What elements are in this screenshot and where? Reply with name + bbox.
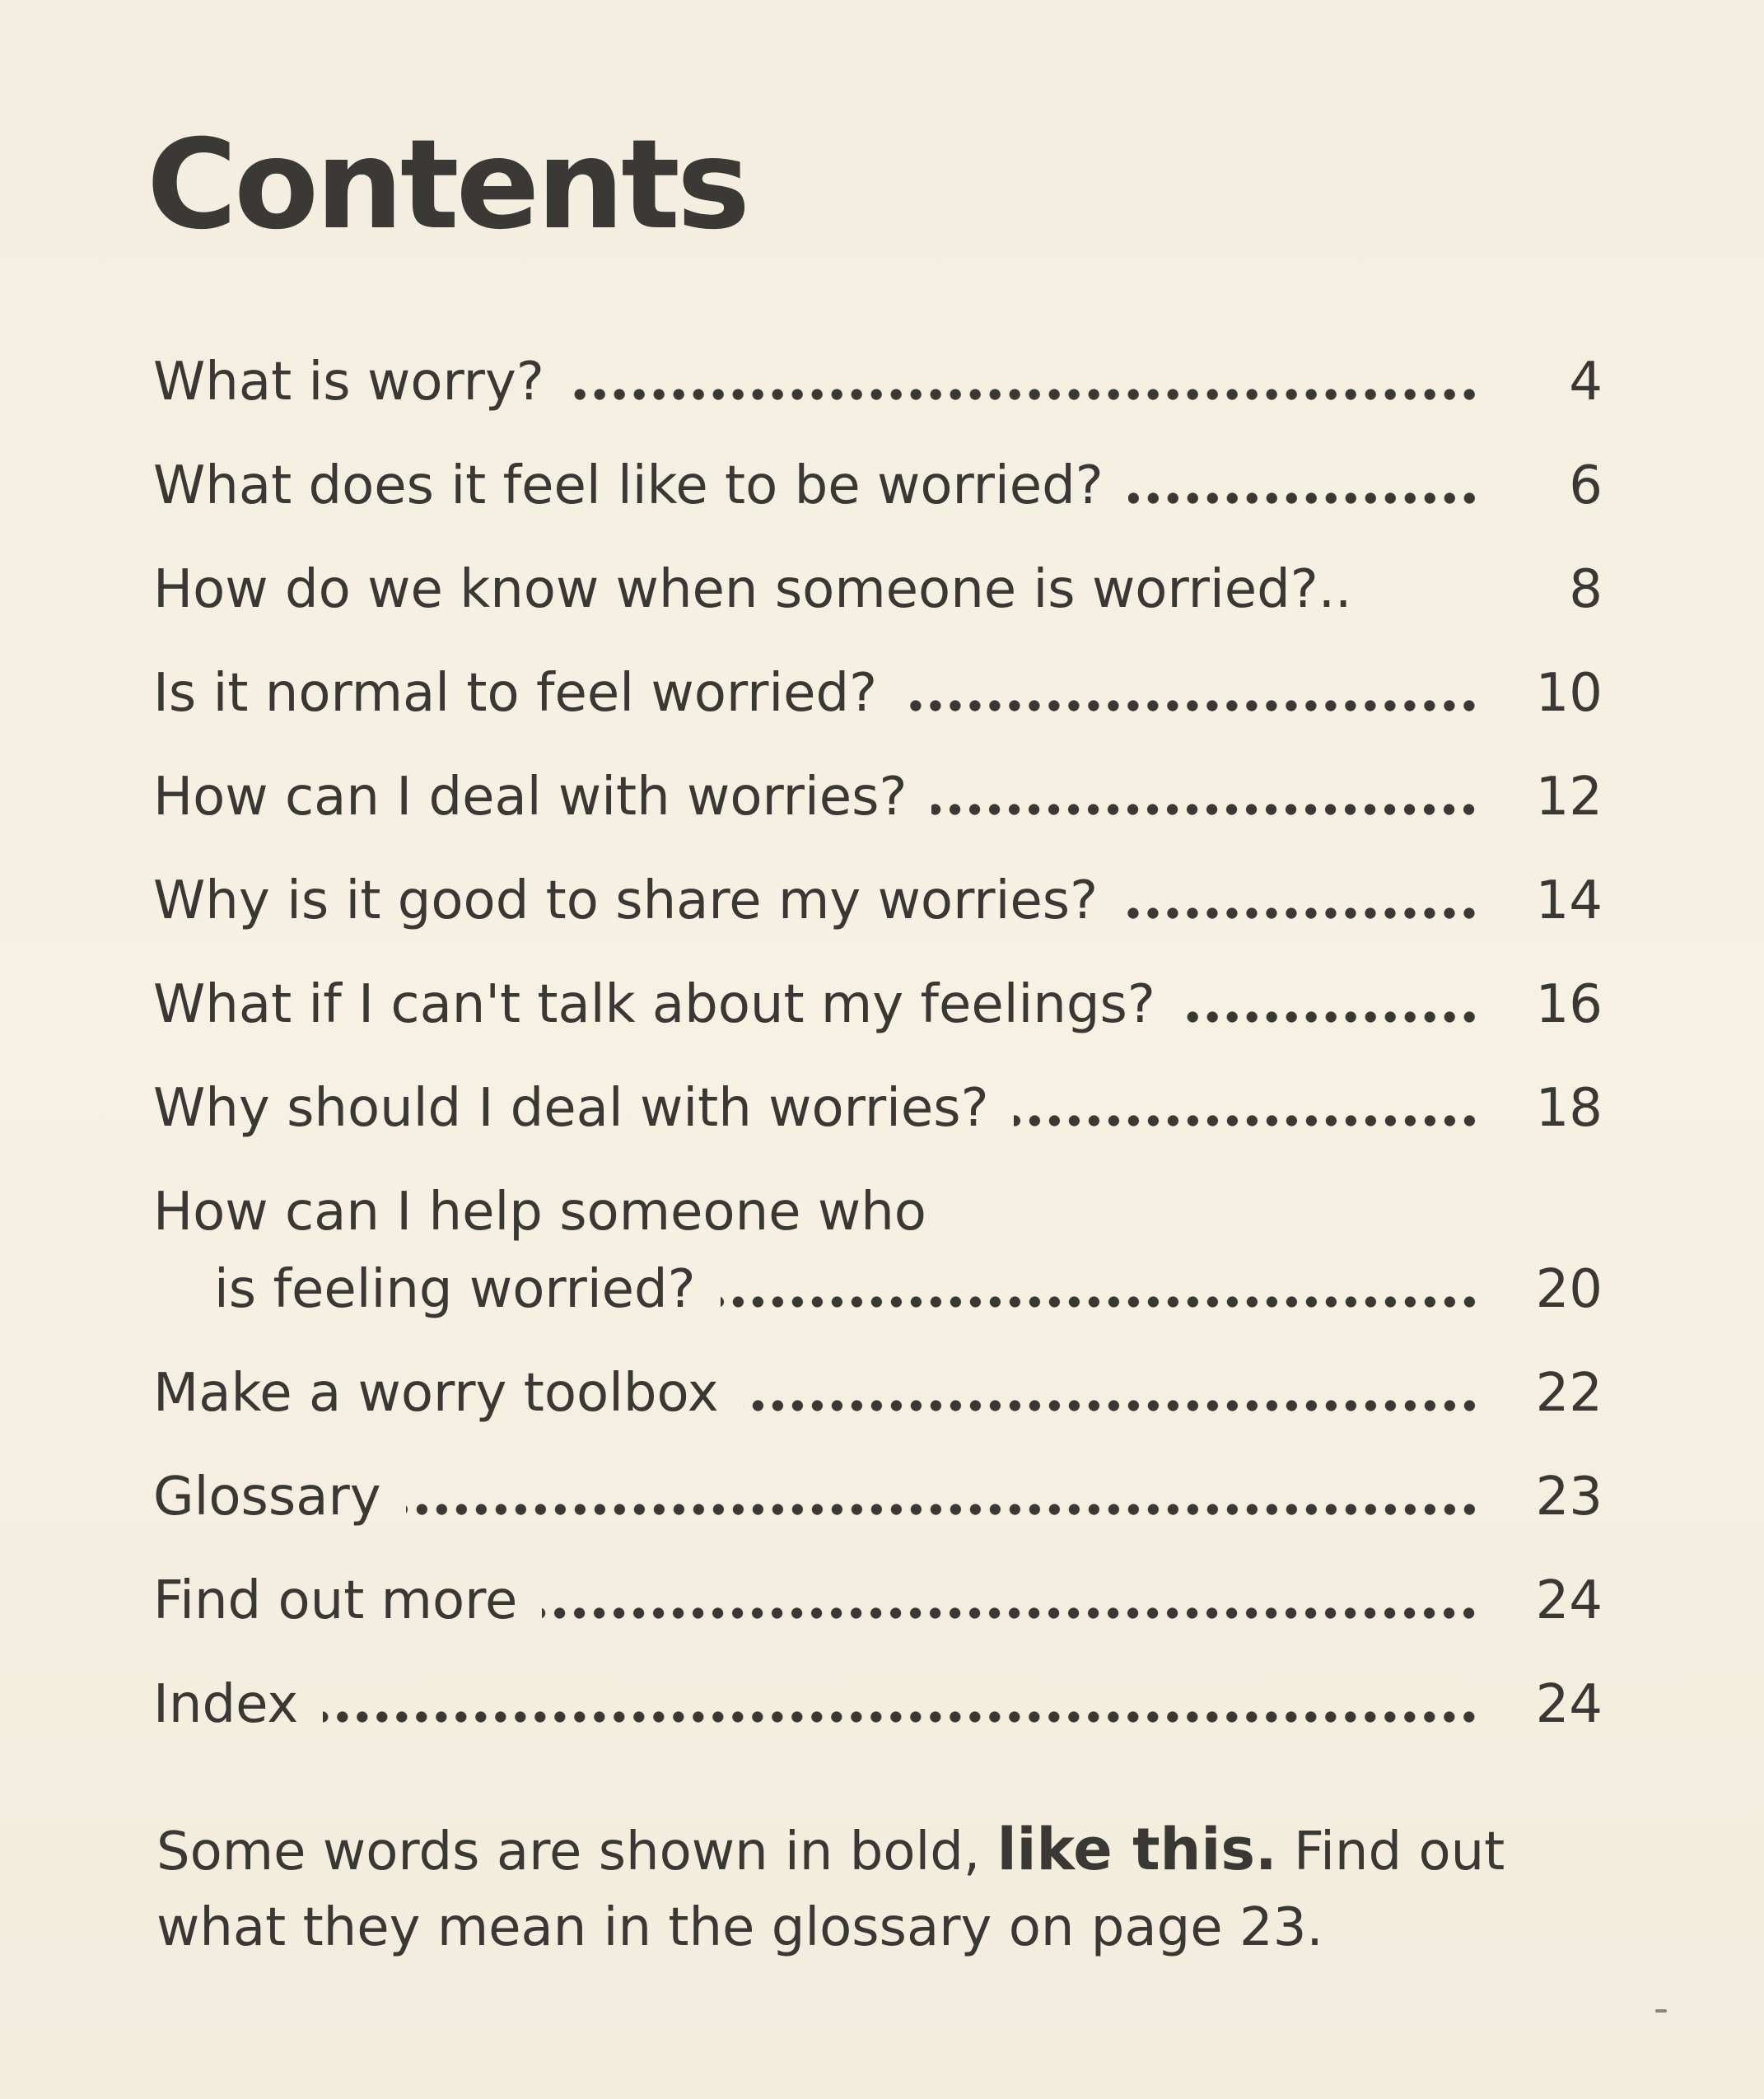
dot-leader: [902, 700, 1479, 711]
dot-leader: [323, 1711, 1479, 1723]
glossary-note: [156, 1812, 1622, 1966]
toc-entry-worry-toolbox[interactable]: [153, 1316, 1603, 1424]
toc-entry-page: 22: [1535, 1363, 1603, 1424]
toc-entry-page: 6: [1569, 455, 1603, 516]
toc-entry-cant-talk-feelings[interactable]: [153, 927, 1603, 1035]
toc-entry-page: 12: [1535, 767, 1603, 828]
toc-entry-label: Glossary: [153, 1467, 381, 1528]
toc-entry-page: 14: [1535, 870, 1603, 931]
glossary-note-text: Some words are shown in bold,: [156, 1821, 997, 1882]
toc-entry-page: 16: [1535, 974, 1603, 1035]
toc-entry-page: 4: [1569, 352, 1603, 413]
table-of-contents: [153, 305, 1603, 1735]
toc-entry-page: 10: [1535, 663, 1603, 724]
toc-entry-help-someone-worried[interactable]: [153, 1135, 1603, 1320]
toc-entry-label: Make a worry toolbox: [153, 1363, 719, 1424]
toc-entry-page: 20: [1535, 1259, 1603, 1320]
toc-entry-label: Find out more: [153, 1570, 518, 1631]
toc-entry-why-deal-worries[interactable]: [153, 1031, 1603, 1139]
dot-leader: [1014, 1115, 1479, 1126]
toc-entry-line2: [153, 1259, 1603, 1320]
toc-entry-know-someone-worried[interactable]: [153, 512, 1603, 620]
toc-entry-glossary[interactable]: [153, 1420, 1603, 1528]
toc-entry-label-line1: How can I help someone who: [153, 1182, 926, 1243]
toc-entry-page: 24: [1535, 1674, 1603, 1735]
toc-entry-label: How can I deal with worries?: [153, 767, 908, 828]
toc-entry-deal-with-worries[interactable]: [153, 720, 1603, 828]
toc-entry-label: Is it normal to feel worried?: [153, 663, 878, 724]
dot-leader: [542, 1607, 1479, 1619]
paper-speck: [1655, 2009, 1667, 2013]
dot-leader: [721, 1296, 1479, 1308]
toc-entry-page: 8: [1569, 559, 1603, 620]
dot-leader: [744, 1400, 1479, 1411]
toc-entry-what-is-worry[interactable]: [153, 305, 1603, 413]
toc-entry-share-worries[interactable]: [153, 823, 1603, 931]
dot-leader: [931, 804, 1479, 815]
dot-leader: [1180, 1011, 1479, 1023]
toc-entry-feel-like-worried[interactable]: [153, 408, 1603, 516]
toc-entry-find-out-more[interactable]: [153, 1523, 1603, 1631]
glossary-note-bold-example: like this.: [996, 1816, 1277, 1883]
toc-entry-label: Why is it good to share my worries?: [153, 870, 1099, 931]
toc-entry-label: Why should I deal with worries?: [153, 1078, 989, 1139]
dot-leader: [1122, 907, 1479, 919]
toc-entry-page: 24: [1535, 1570, 1603, 1631]
toc-entry-index[interactable]: [153, 1627, 1603, 1735]
dot-leader: [406, 1504, 1479, 1515]
dot-leader: [1128, 492, 1479, 504]
page-title: Contents: [147, 114, 748, 257]
toc-entry-label: Index: [153, 1674, 299, 1735]
toc-entry-label: What if I can't talk about my feelings?: [153, 974, 1155, 1035]
toc-entry-label: What is worry?: [153, 352, 544, 413]
toc-entry-page: 18: [1535, 1078, 1603, 1139]
dot-leader: [569, 389, 1479, 400]
toc-entry-normal-to-feel-worried[interactable]: [153, 616, 1603, 724]
toc-entry-label: What does it feel like to be worried?: [153, 455, 1104, 516]
toc-entry-label: How do we know when someone is worried?..: [153, 559, 1352, 620]
toc-entry-label-line2: is feeling worried?: [214, 1259, 696, 1320]
toc-entry-page: 23: [1535, 1467, 1603, 1528]
glossary-note-text-end: Find out what they mean in the glossary on page 23.: [156, 1821, 1505, 1958]
